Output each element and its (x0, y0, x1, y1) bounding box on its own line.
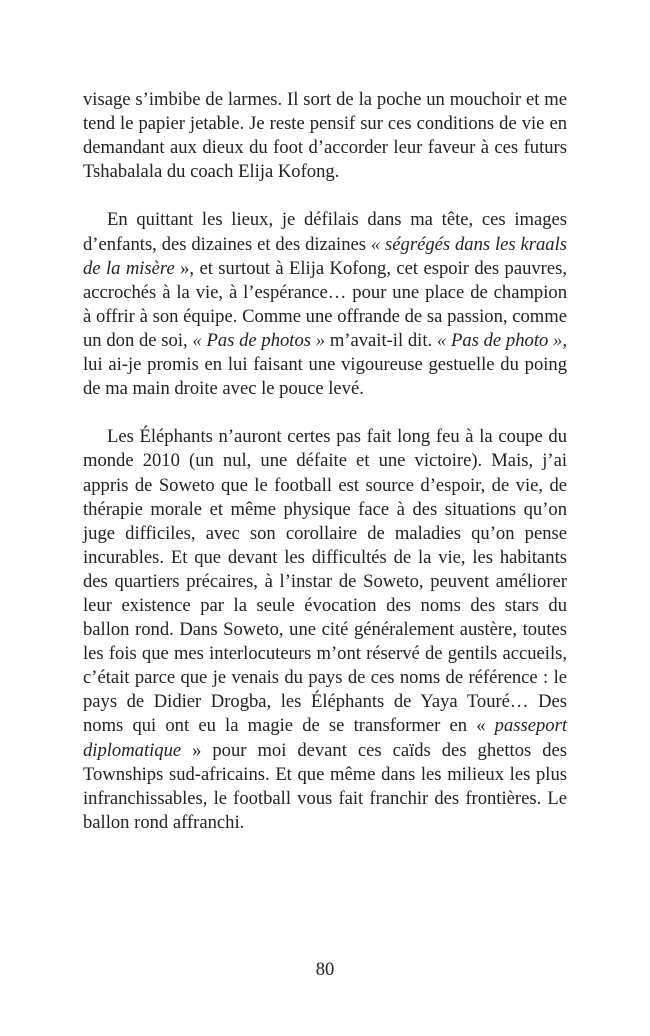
paragraph-3-text-1: Les Éléphants n’auront certes pas fait long feu à la coupe du monde 2010 (un nul, une défaite et une victoire). Mais, j’ai appris de Soweto que le football est source d’espoir, de vie, de thérapie morale et même physique face à des situations qu’on juge difficiles, avec son corollaire de maladies qu’on pense incurables. Et que devant les difficultés de la vie, les habitants des quartiers précaires, à l’instar de Soweto, peuvent améliorer leur existence par la seule évocation des noms des stars du ballon rond. Dans Soweto, une cité généralement austère, toutes les fois que mes interlocuteurs m’ont réservé de gentils accueils, c’était parce que je venais du pays de ces noms de référence : le pays de Didier Drogba, les Éléphants de Yaya Touré… Des noms qui ont eu la magie de se transformer en « (83, 426, 567, 737)
paragraph-2-text-2: », et surtout à Elija Kofong, cet espoir des pauvres, accrochés à la vie, à l’espérance… pour une place de champion à offrir à son équipe. Comme une offrande de sa passion, comme un don de soi, (83, 257, 567, 351)
paragraph-1 (83, 88, 567, 184)
paragraph-2-quote-kraals: « ségrégés dans les kraals de la misère (83, 233, 567, 279)
paragraph-3 (83, 425, 567, 835)
paragraph-2-quote-pas-de-photos: « Pas de photos » (192, 329, 326, 351)
paragraph-2-text-3: m’avait-il dit. (325, 329, 437, 351)
paragraph-2 (83, 208, 567, 401)
paragraph-2-text-4: lui ai-je promis en lui faisant une vigoureuse gestuelle du poing de ma main droite avec le pouce levé. (83, 354, 567, 400)
paragraph-3-text-2: » pour moi devant ces caïds des ghettos des Townships sud-africains. Et que même dans les milieux les plus infranchissables, le football vous fait franchir des frontières. Le ballon rond affranchi. (83, 739, 567, 833)
paragraph-2-quote-pas-de-photo: « Pas de photo », (436, 329, 567, 351)
paragraph-2-text-1: En quittant les lieux, je défilais dans ma tête, ces images d’enfants, des dizaines et des dizaines (83, 209, 567, 255)
paragraph-3-passeport-diplomatique: passeport diplomatique (83, 715, 567, 761)
paragraph-1-text: visage s’imbibe de larmes. Il sort de la poche un mouchoir et me tend le papier jetable. Je reste pensif sur ces conditions de vie en demandant aux dieux du foot d’accorder leur faveur à ces futurs Tshabalala du coach Elija Kofong. (83, 89, 567, 183)
page-number: 80 (315, 959, 335, 980)
page-body (83, 88, 567, 835)
